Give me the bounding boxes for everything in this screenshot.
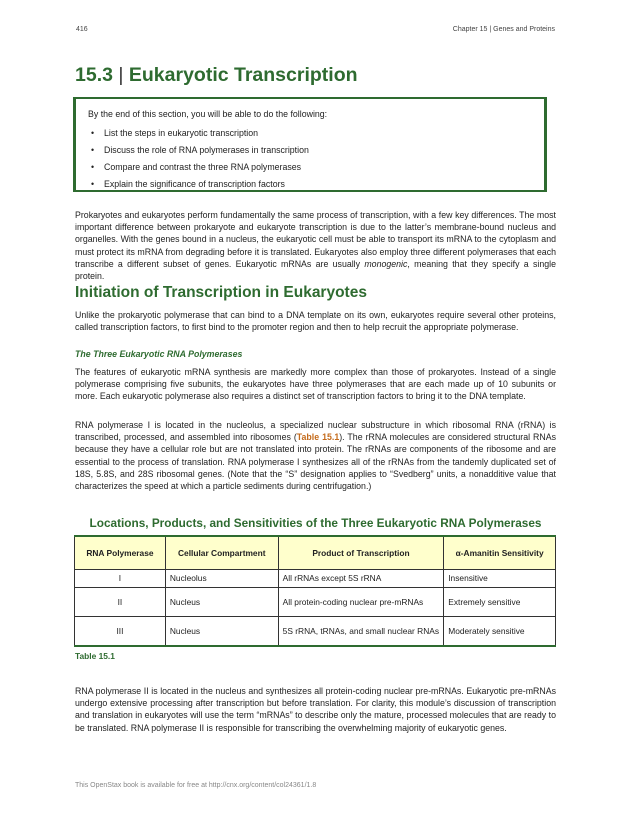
table-row bbox=[75, 617, 556, 647]
table-cell: All rRNAs except 5S rRNA bbox=[278, 570, 444, 588]
table-cell: II bbox=[75, 588, 166, 617]
table-header-row bbox=[75, 536, 556, 570]
objective-item: • List the steps in eukaryotic transcription bbox=[104, 125, 532, 142]
column-header: RNA Polymerase bbox=[75, 536, 166, 570]
polymerases-subheading: The Three Eukaryotic RNA Polymerases bbox=[75, 349, 243, 359]
table-reference-link[interactable]: Table 15.1 bbox=[296, 432, 340, 443]
column-header: Cellular Compartment bbox=[165, 536, 278, 570]
table-cell: 5S rRNA, tRNAs, and small nuclear RNAs bbox=[278, 617, 444, 647]
initiation-paragraph: Unlike the prokaryotic polymerase that can bind to a DNA template on its own, eukaryotes require several other proteins, called transcription factors, to first bind to the promoter region and then to help recruit the appropriate polymerase. bbox=[75, 310, 556, 333]
table-cell: Nucleolus bbox=[165, 570, 278, 588]
section-separator: | bbox=[118, 64, 124, 86]
page-number: 416 bbox=[76, 26, 88, 33]
objectives-intro: By the end of this section, you will be able to do the following: bbox=[88, 109, 328, 119]
pol-one-text-a: RNA polymerase I is located in the nucleolus, a specialized nuclear substructure in which ribosomal RNA (rRNA) is transcribed, processed, and assembled into ribosomes ( bbox=[75, 420, 556, 443]
page-footer: This OpenStax book is available for free at http://cnx.org/content/col24361/1.8 bbox=[75, 782, 317, 789]
objective-item: • Explain the significance of transcription factors bbox=[104, 176, 532, 193]
table-cell: Nucleus bbox=[165, 617, 278, 647]
intro-paragraph-tail: , meaning that they specify a single protein. bbox=[75, 258, 556, 282]
intro-paragraph-text: Prokaryotes and eukaryotes perform fundamentally the same process of transcription, with a few key differences. The most important difference between prokaryote and eukaryote transcription is due to the latter’s membrane-bound nucleus and organelles. With the genes bound in a nucleus, the eukaryotic cell must be able to transport its mRNA to the cytoplasm and must protect its mRNA from degrading before it is translated. Eukaryotes also employ three different polymerases that each transcribe a different subset of genes. Eukaryotic mRNAs are usually bbox=[75, 210, 556, 269]
table-cell: All protein-coding nuclear pre-mRNAs bbox=[278, 588, 444, 617]
table-label: Table 15.1 bbox=[75, 651, 115, 661]
objective-item: • Discuss the role of RNA polymerases in transcription bbox=[104, 142, 532, 159]
objective-item: • Compare and contrast the three RNA polymerases bbox=[104, 159, 532, 176]
table-cell: I bbox=[75, 570, 166, 588]
closing-paragraph: RNA polymerase II is located in the nucleus and synthesizes all protein-coding nuclear pre-mRNAs. Eukaryotic pre-mRNAs undergo extensive processing after transcription but before translation. For clarity, this module’s discussion of transcription and translation in eukaryotes will use the term “mRNAs” to describe only the mature, processed molecules that are ready to be translated. RNA polymerase II is responsible for transcribing the overwhelming majority of eukaryotic genes. bbox=[75, 686, 556, 733]
table-cell: Moderately sensitive bbox=[444, 617, 556, 647]
rna-polymerase-table bbox=[74, 535, 556, 647]
table-cell: Nucleus bbox=[165, 588, 278, 617]
learning-objectives-box bbox=[73, 97, 547, 192]
table-row bbox=[75, 570, 556, 588]
column-header: Product of Transcription bbox=[278, 536, 444, 570]
section-title-text: Eukaryotic Transcription bbox=[128, 64, 358, 86]
objectives-list bbox=[88, 125, 532, 193]
initiation-heading: Initiation of Transcription in Eukaryotes bbox=[75, 284, 367, 301]
table-cell: Extremely sensitive bbox=[444, 588, 556, 617]
pol-one-paragraph bbox=[75, 419, 556, 492]
pol-one-text-b: ). The rRNA molecules are considered structural RNAs because they have a cellular role but are not translated into protein. The rRNAs are components of the ribosome and are essential to the process of translation. RNA polymerase I synthesizes all of the rRNAs from the tandemly duplicated set of 18S, 5.8S, and 28S ribosomal genes. (Note that the “S” designation applies to “Svedberg” units, a nonadditive value that characterizes the speed at which a particle sediments during centrifugation.) bbox=[75, 432, 556, 492]
intro-paragraph bbox=[75, 209, 556, 282]
column-header: α-Amanitin Sensitivity bbox=[444, 536, 556, 570]
intro-emphasis: monogenic bbox=[364, 258, 408, 269]
chapter-header: Chapter 15 | Genes and Proteins bbox=[452, 26, 555, 33]
table-cell: Insensitive bbox=[444, 570, 556, 588]
table-row bbox=[75, 588, 556, 617]
table-cell: III bbox=[75, 617, 166, 647]
section-number: 15.3 bbox=[75, 64, 113, 86]
polymerases-paragraph: The features of eukaryotic mRNA synthesis are markedly more complex than those of prokaryotes. Instead of a single polymerase comprising five subunits, the eukaryotes have three polymerases that are each made up of 10 subunits or more. Each eukaryotic polymerase also requires a distinct set of transcription factors to bring it to the DNA template. bbox=[75, 367, 556, 402]
table-caption: Locations, Products, and Sensitivities of the Three Eukaryotic RNA Polymerases bbox=[89, 516, 542, 530]
section-title bbox=[75, 64, 358, 87]
